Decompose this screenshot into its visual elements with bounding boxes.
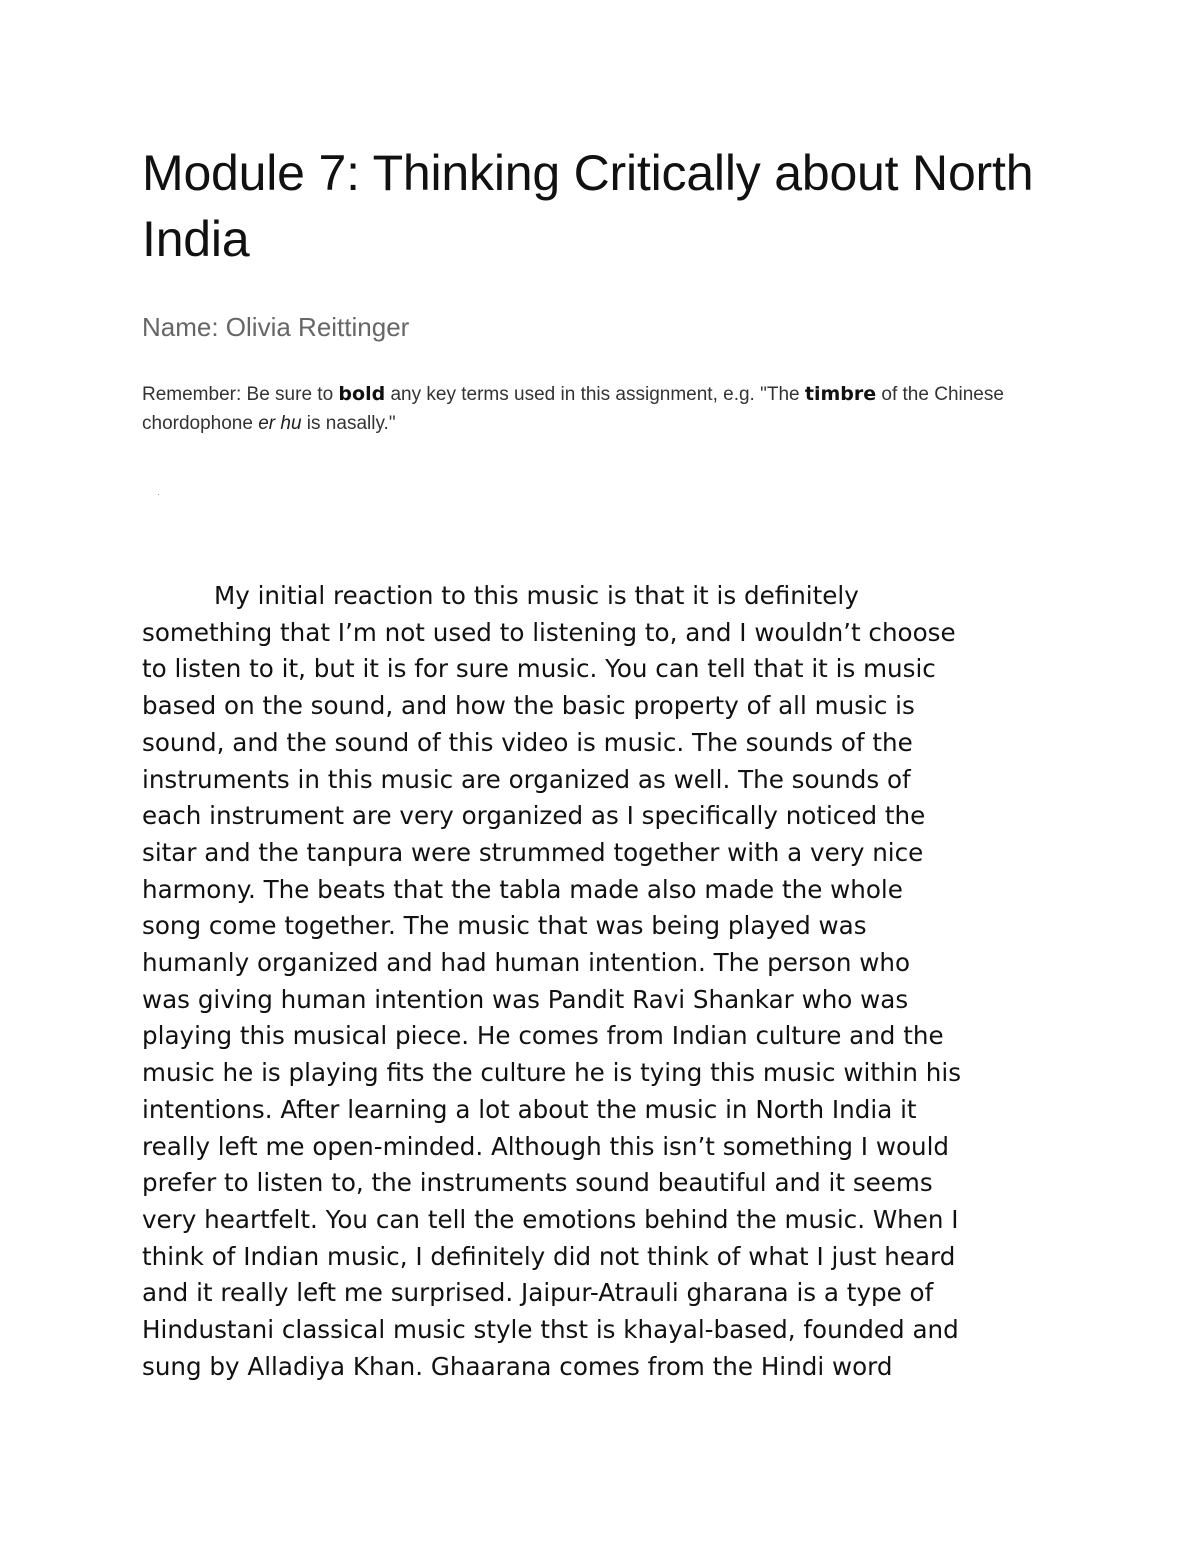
reminder-text-1: Remember: Be sure to [142, 384, 339, 405]
essay-line: to listen to it, but it is for sure music. You can tell that it is music [142, 654, 936, 684]
essay-line: sitar and the tanpura were strummed together with a very nice [142, 837, 924, 867]
essay-line: think of Indian music, I definitely did not think of what I just heard [142, 1241, 956, 1271]
essay-line: My initial reaction to this music is that it is definitely [214, 581, 859, 610]
reminder-text-3: of the Chinese chordophone [142, 384, 1004, 434]
essay-line: each instrument are very organized as I specifically noticed the [142, 801, 926, 831]
page-title: Module 7: Thinking Critically about North India [142, 145, 1034, 267]
essay-line: music he is playing fits the culture he is tying this music within his [142, 1058, 962, 1088]
reminder-example-term: timbre [804, 383, 877, 405]
reminder-text-4: is nasally." [301, 413, 396, 434]
essay-line: and it really left me surprised. Jaipur-Atrauli gharana is a type of [142, 1278, 934, 1308]
reminder-instrument-name: er hu [258, 413, 302, 434]
essay-line: intentions. After learning a lot about the music in North India it [142, 1094, 917, 1124]
essay-line: sung by Alladiya Khan. Ghaarana comes from the Hindi word [142, 1351, 893, 1381]
essay-line: instruments in this music are organized as well. The sounds of [142, 764, 911, 794]
reminder-bold-word: bold [338, 383, 386, 405]
essay-line: harmony. The beats that the tabla made also made the whole [142, 874, 903, 904]
essay-line: song come together. The music that was being played was [142, 911, 867, 941]
student-name: Name: Olivia Reittinger [142, 312, 410, 342]
essay-line: something that I’m not used to listening to, and I wouldn’t choose [142, 617, 956, 647]
essay-line: prefer to listen to, the instruments sound beautiful and it seems [142, 1168, 933, 1198]
essay-line: sound, and the sound of this video is music. The sounds of the [142, 727, 913, 757]
essay-line: based on the sound, and how the basic property of all music is [142, 691, 915, 721]
stray-mark [158, 494, 159, 495]
essay-line: playing this musical piece. He comes from Indian culture and the [142, 1021, 944, 1051]
essay-line: humanly organized and had human intention. The person who [142, 948, 911, 978]
reminder-note [142, 380, 1072, 438]
essay-line: very heartfelt. You can tell the emotions behind the music. When I [142, 1204, 959, 1234]
essay-line: really left me open-minded. Although this isn’t something I would [142, 1131, 950, 1161]
essay-line: Hindustani classical music style thst is khayal-based, founded and [142, 1315, 959, 1345]
reminder-text-2: any key terms used in this assignment, e.g. "The [385, 384, 805, 405]
essay-line: was giving human intention was Pandit Ravi Shankar who was [142, 984, 909, 1014]
essay-body [142, 578, 1082, 1385]
